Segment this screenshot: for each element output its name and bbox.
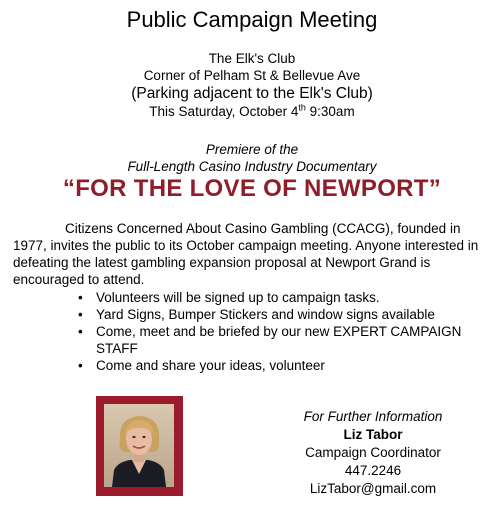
bullet-icon: • — [78, 358, 83, 373]
venue-name: The Elk's Club — [208, 51, 296, 66]
bullet-item — [78, 289, 482, 306]
premiere-block — [0, 141, 504, 175]
parking-note: (Parking adjacent to the Elk's Club) — [131, 85, 373, 102]
film-title: “FOR THE LOVE OF NEWPORT” — [62, 175, 442, 202]
bullet-icon: • — [78, 307, 83, 322]
contact-block — [282, 408, 464, 498]
bullet-item — [78, 323, 482, 357]
date-text: This Saturday, October 4 — [149, 104, 299, 119]
meeting-time: 9:30am — [309, 104, 355, 119]
bullet-text: Come, meet and be briefed by our new EXPERT CAMPAIGN STAFF — [96, 324, 462, 356]
bullet-item — [78, 306, 482, 323]
venue-block — [0, 50, 504, 120]
contact-name: Liz Tabor — [343, 427, 403, 442]
bullet-icon: • — [78, 290, 83, 305]
bullet-list — [78, 289, 482, 374]
meeting-date — [0, 103, 504, 120]
bullet-item — [78, 357, 482, 374]
venue-address: Corner of Pelham St & Bellevue Ave — [143, 68, 361, 83]
portrait-frame — [96, 396, 183, 496]
portrait-photo — [104, 404, 174, 487]
contact-role: Campaign Coordinator — [305, 445, 441, 460]
premiere-line: Premiere of the — [205, 142, 299, 157]
date-ordinal: th — [298, 102, 306, 113]
intro-text: Citizens Concerned About Casino Gambling (CCACG), founded in 1977, invites the public to its October campaign meeting. Anyone interested in defeating the latest gambling expansion proposal at Newport Grand is encouraged to attend. — [13, 221, 479, 287]
page-title: Public Campaign Meeting — [126, 7, 378, 32]
contact-heading: For Further Information — [303, 409, 443, 424]
bullet-text: Volunteers will be signed up to campaign tasks. — [96, 290, 380, 305]
contact-phone: 447.2246 — [344, 463, 402, 478]
portrait-image — [104, 404, 174, 487]
bullet-text: Yard Signs, Bumper Stickers and window signs available — [96, 307, 435, 322]
intro-paragraph — [13, 220, 489, 288]
documentary-line: Full-Length Casino Industry Documentary — [127, 159, 377, 174]
bullet-text: Come and share your ideas, volunteer — [96, 358, 325, 373]
contact-email: LizTabor@gmail.com — [309, 481, 437, 496]
bullet-icon: • — [78, 324, 83, 339]
